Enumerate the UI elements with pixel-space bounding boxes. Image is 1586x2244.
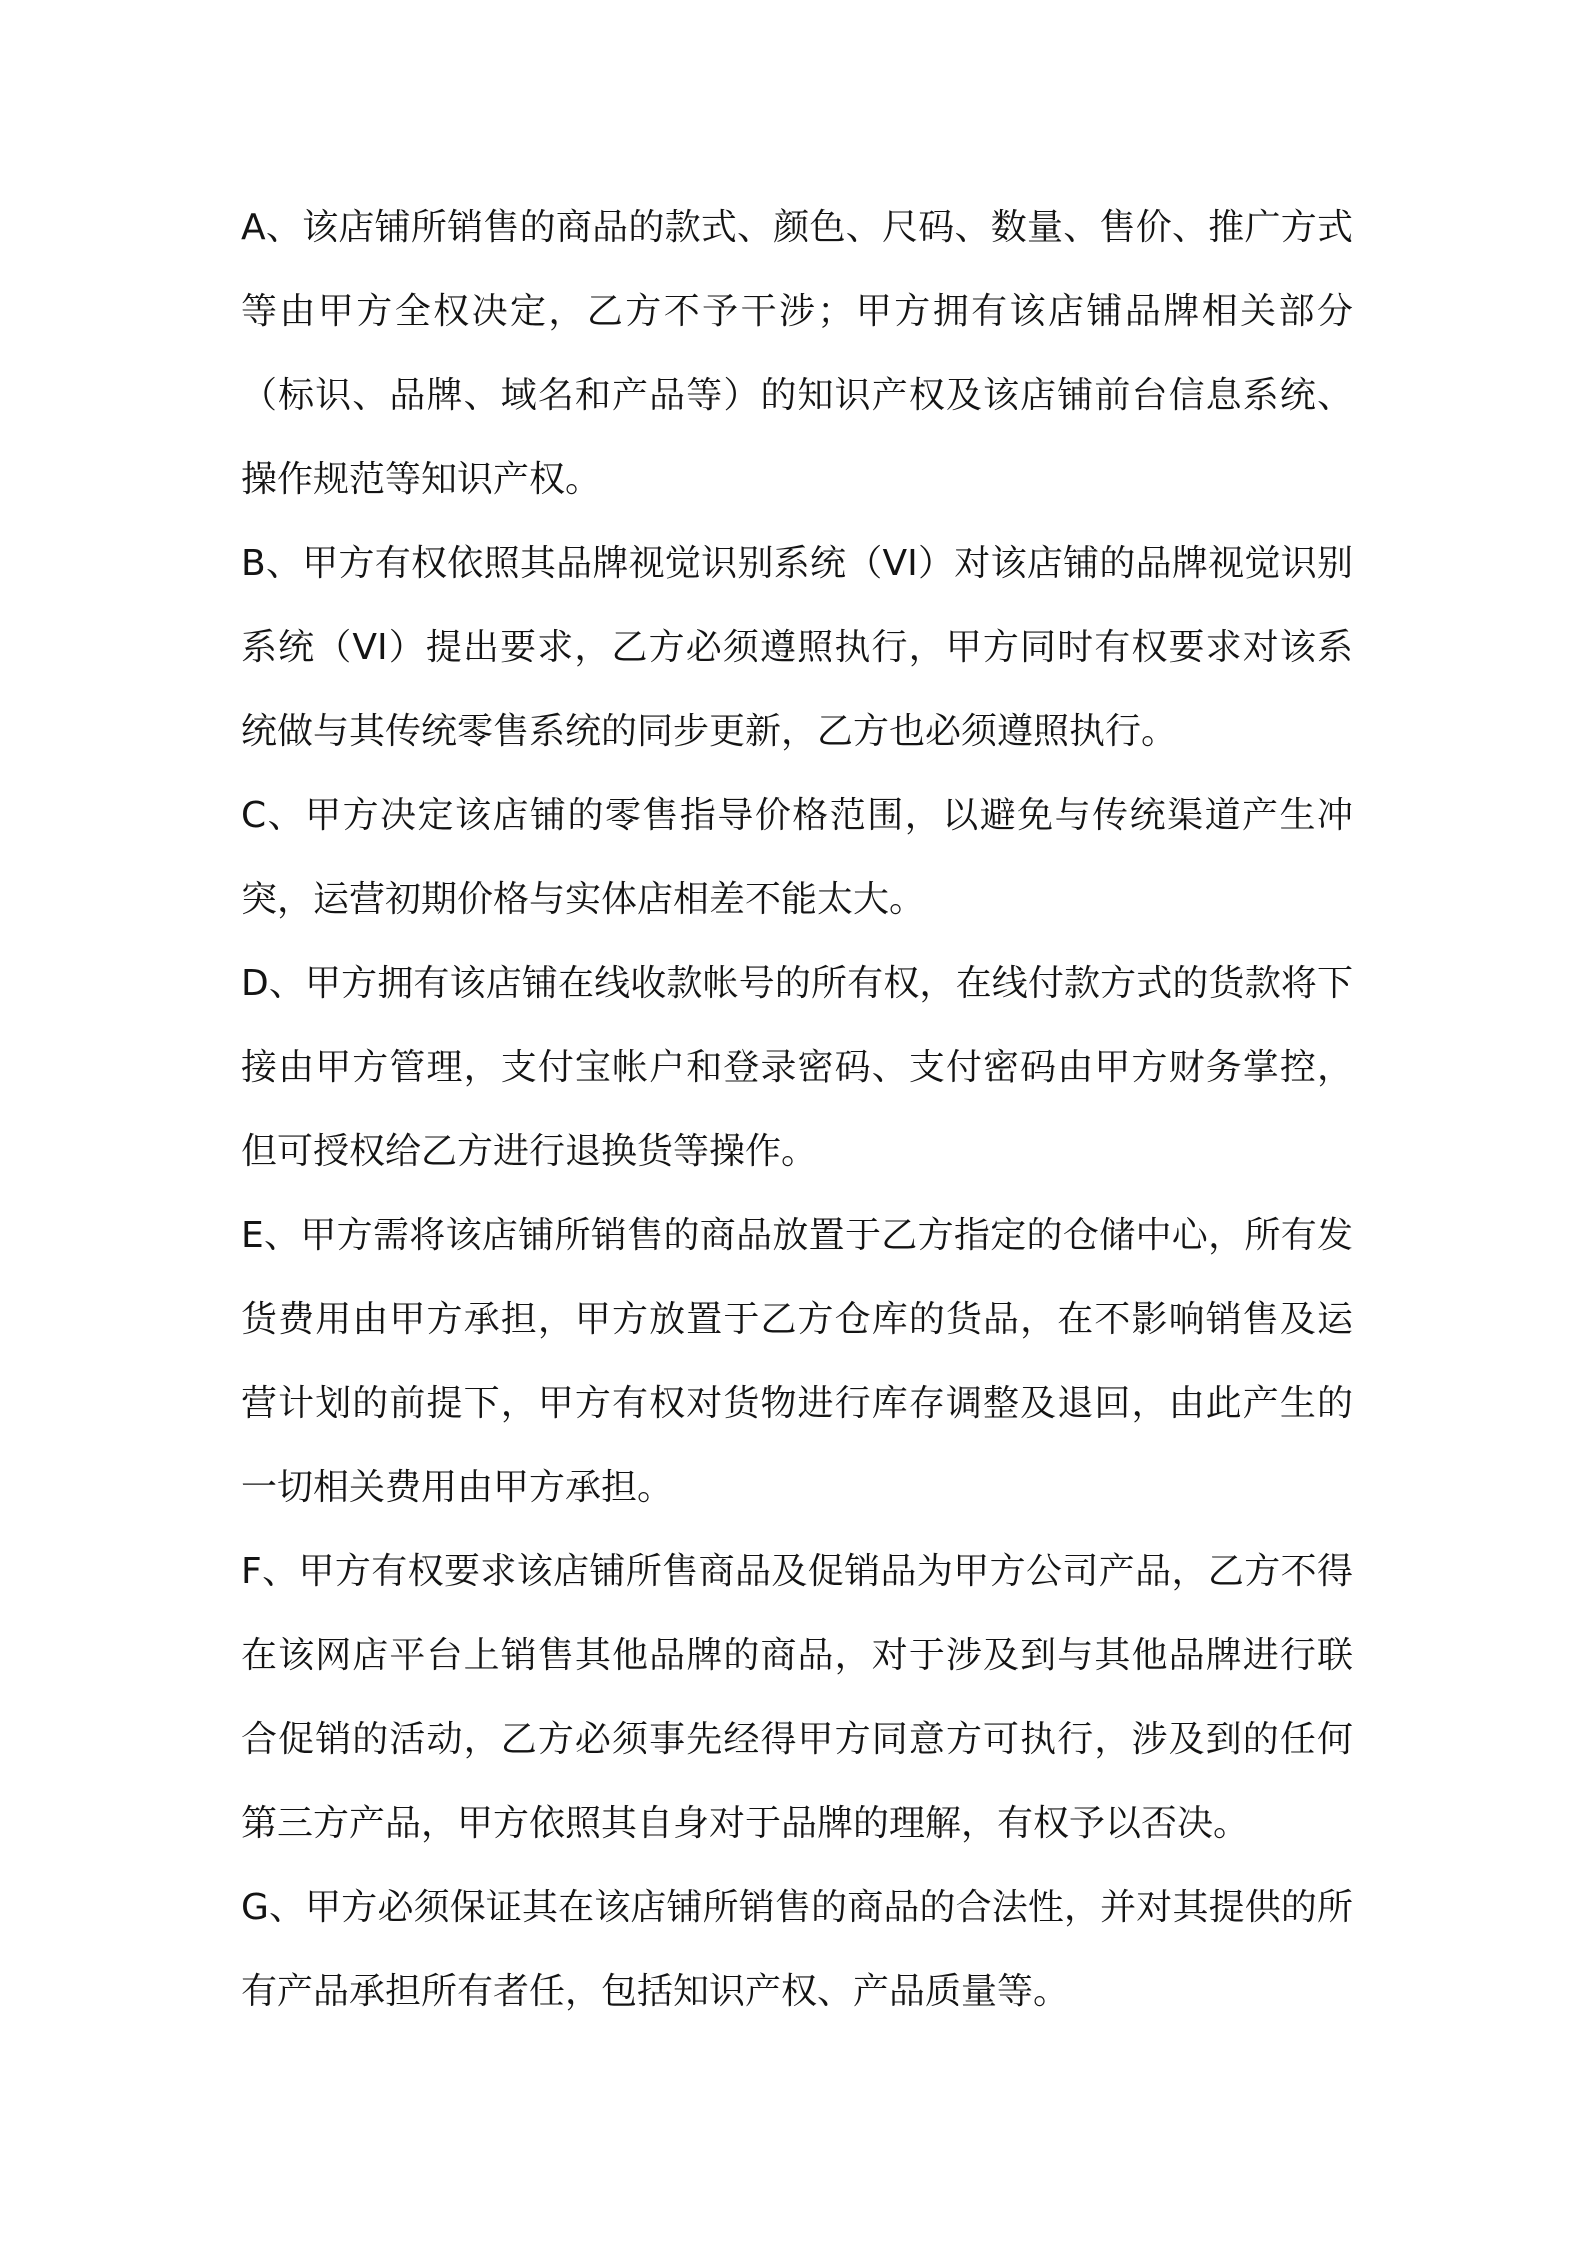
clause-c: C、甲方决定该店铺的零售指导价格范围，以避免与传统渠道产生冲突，运营初期价格与实体店相差不能太大。 bbox=[241, 795, 1353, 920]
clause-d: D、甲方拥有该店铺在线收款帐号的所有权，在线付款方式的货款将下接由甲方管理，支付宝帐户和登录密码、支付密码由甲方财务掌控，但可授权给乙方进行退换货等操作。 bbox=[241, 963, 1353, 1172]
clause-a: A、该店铺所销售的商品的款式、颜色、尺码、数量、售价、推广方式等由甲方全权决定，乙方不予干涉；甲方拥有该店铺品牌相关部分（标识、品牌、域名和产品等）的知识产权及该店铺前台信息系统、操作规范等知识产权。 bbox=[241, 207, 1353, 500]
clause-b: B、甲方有权依照其品牌视觉识别系统（VI）对该店铺的品牌视觉识别系统（VI）提出要求，乙方必须遵照执行，甲方同时有权要求对该系统做与其传统零售系统的同步更新，乙方也必须遵照执行。 bbox=[241, 543, 1353, 752]
clause-g: G、甲方必须保证其在该店铺所销售的商品的合法性，并对其提供的所有产品承担所有者任，包括知识产权、产品质量等。 bbox=[241, 1887, 1353, 2012]
clause-f: F、甲方有权要求该店铺所售商品及促销品为甲方公司产品，乙方不得在该网店平台上销售其他品牌的商品，对于涉及到与其他品牌进行联合促销的活动，乙方必须事先经得甲方同意方可执行，涉及到的任何第三方产品，甲方依照其自身对于品牌的理解，有权予以否决。 bbox=[241, 1551, 1353, 1844]
clause-list bbox=[241, 186, 1353, 2034]
clause-e: E、甲方需将该店铺所销售的商品放置于乙方指定的仓储中心，所有发货费用由甲方承担，甲方放置于乙方仓库的货品，在不影响销售及运营计划的前提下，甲方有权对货物进行库存调整及退回，由此产生的一切相关费用由甲方承担。 bbox=[241, 1215, 1353, 1508]
